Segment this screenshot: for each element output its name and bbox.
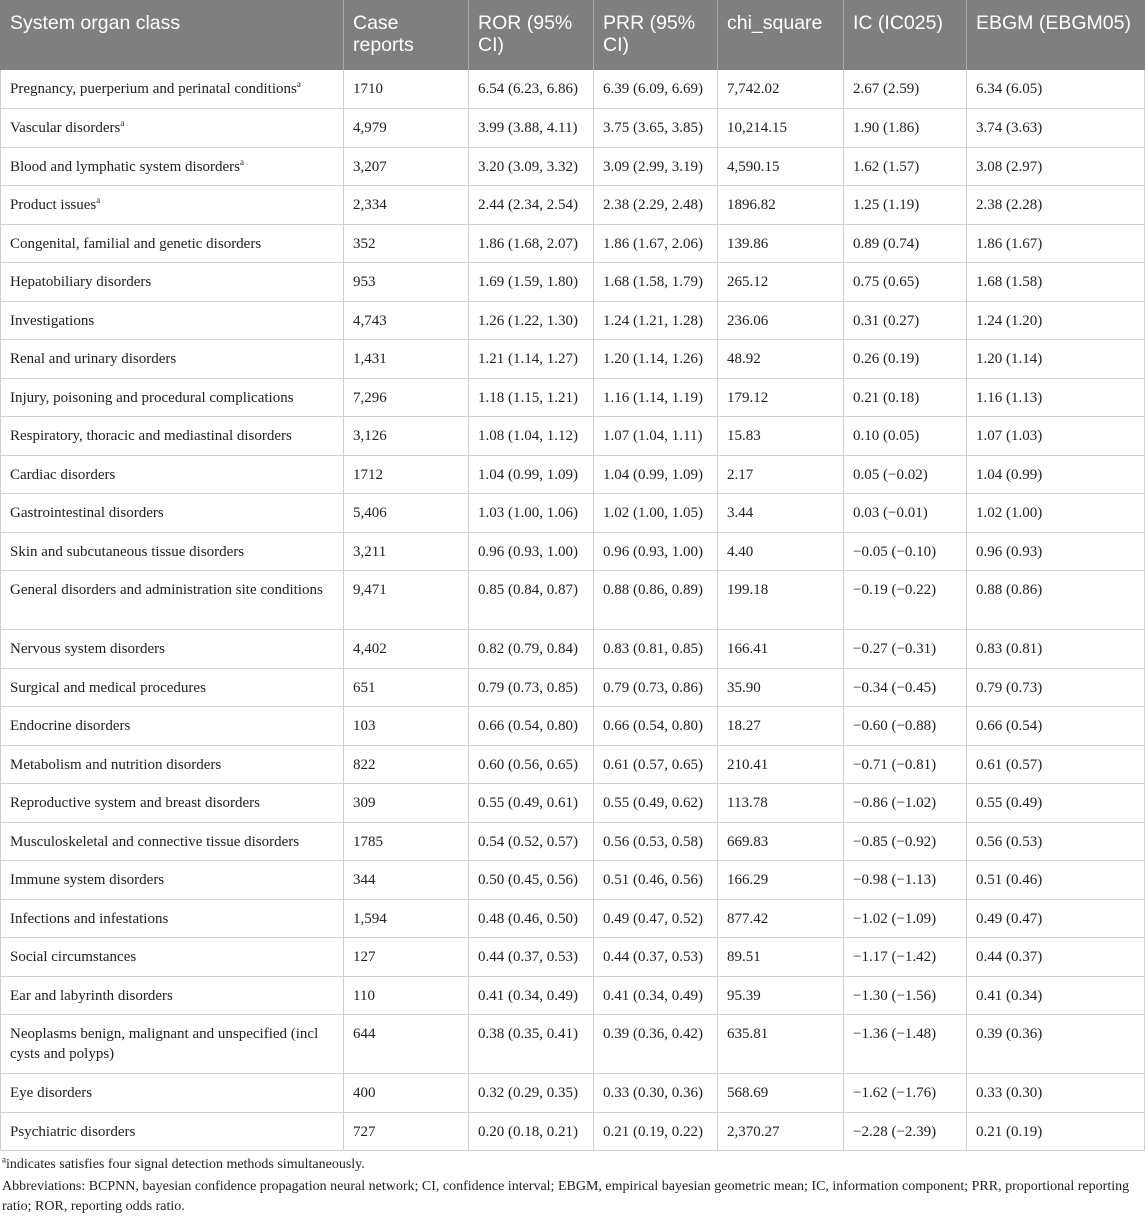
cell-ic: −1.36 (−1.48) xyxy=(844,1015,967,1074)
cell-ic: −1.17 (−1.42) xyxy=(844,938,967,977)
cell-ic: −0.19 (−0.22) xyxy=(844,571,967,630)
cell-ebgm: 0.79 (0.73) xyxy=(967,668,1145,707)
cell-ror: 0.85 (0.84, 0.87) xyxy=(469,571,594,630)
header-ic: IC (IC025) xyxy=(844,0,967,70)
cell-system-organ-class xyxy=(1,186,344,225)
cell-system-organ-class xyxy=(1,109,344,148)
cell-system-organ-class xyxy=(1,340,344,379)
header-prr: PRR (95% CI) xyxy=(594,0,718,70)
cell-prr: 1.20 (1.14, 1.26) xyxy=(594,340,718,379)
table-row xyxy=(1,822,1145,861)
cell-prr: 1.68 (1.58, 1.79) xyxy=(594,263,718,302)
cell-case-reports: 309 xyxy=(344,784,469,823)
soc-label: Cardiac disorders xyxy=(10,466,116,483)
cell-case-reports: 9,471 xyxy=(344,571,469,630)
soc-label: Product issues xyxy=(10,197,97,213)
table-row xyxy=(1,707,1145,746)
cell-ebgm: 0.44 (0.37) xyxy=(967,938,1145,977)
cell-system-organ-class xyxy=(1,822,344,861)
cell-system-organ-class xyxy=(1,455,344,494)
table-row xyxy=(1,109,1145,148)
table-row xyxy=(1,630,1145,669)
cell-system-organ-class xyxy=(1,301,344,340)
cell-ebgm: 1.16 (1.13) xyxy=(967,378,1145,417)
cell-chi-square: 95.39 xyxy=(718,976,844,1015)
cell-ic: −0.85 (−0.92) xyxy=(844,822,967,861)
cell-ic: 0.26 (0.19) xyxy=(844,340,967,379)
cell-system-organ-class xyxy=(1,784,344,823)
cell-prr: 1.07 (1.04, 1.11) xyxy=(594,417,718,456)
cell-ic: 0.10 (0.05) xyxy=(844,417,967,456)
cell-ror: 0.44 (0.37, 0.53) xyxy=(469,938,594,977)
cell-system-organ-class xyxy=(1,571,344,630)
table-body xyxy=(1,70,1145,1151)
cell-prr: 6.39 (6.09, 6.69) xyxy=(594,70,718,109)
abbreviations: Abbreviations: BCPNN, bayesian confidence propagation neural network; CI, confidence interval; EBGM, empirical bayesian geometric mean; IC, information component; PRR, proportional reporting ratio; ROR, reporting odds ratio. xyxy=(2,1179,1130,1214)
cell-system-organ-class xyxy=(1,899,344,938)
cell-ebgm: 0.96 (0.93) xyxy=(967,532,1145,571)
cell-case-reports: 110 xyxy=(344,976,469,1015)
cell-system-organ-class xyxy=(1,1015,344,1074)
cell-ic: 1.62 (1.57) xyxy=(844,147,967,186)
cell-ic: −1.02 (−1.09) xyxy=(844,899,967,938)
cell-ror: 0.41 (0.34, 0.49) xyxy=(469,976,594,1015)
cell-prr: 0.21 (0.19, 0.22) xyxy=(594,1112,718,1151)
cell-system-organ-class xyxy=(1,668,344,707)
cell-case-reports: 3,126 xyxy=(344,417,469,456)
cell-prr: 0.66 (0.54, 0.80) xyxy=(594,707,718,746)
cell-prr: 0.61 (0.57, 0.65) xyxy=(594,745,718,784)
cell-case-reports: 4,402 xyxy=(344,630,469,669)
table-row xyxy=(1,70,1145,109)
cell-chi-square: 10,214.15 xyxy=(718,109,844,148)
cell-chi-square: 2.17 xyxy=(718,455,844,494)
table-row xyxy=(1,1015,1145,1074)
cell-prr: 0.41 (0.34, 0.49) xyxy=(594,976,718,1015)
table-row xyxy=(1,784,1145,823)
cell-system-organ-class xyxy=(1,1074,344,1113)
cell-ic: 0.31 (0.27) xyxy=(844,301,967,340)
cell-prr: 1.86 (1.67, 2.06) xyxy=(594,224,718,263)
table-header xyxy=(1,0,1145,70)
soc-label: Hepatobiliary disorders xyxy=(10,274,152,290)
cell-ebgm: 6.34 (6.05) xyxy=(967,70,1145,109)
cell-prr: 1.02 (1.00, 1.05) xyxy=(594,494,718,533)
cell-system-organ-class xyxy=(1,417,344,456)
soc-label: Immune system disorders xyxy=(10,872,165,888)
cell-ic: −0.86 (−1.02) xyxy=(844,784,967,823)
table-row xyxy=(1,224,1145,263)
footnote-text: indicates satisfies four signal detection methods simultaneously. xyxy=(6,1157,365,1172)
cell-ror: 1.04 (0.99, 1.09) xyxy=(469,455,594,494)
cell-prr: 3.09 (2.99, 3.19) xyxy=(594,147,718,186)
cell-chi-square: 113.78 xyxy=(718,784,844,823)
cell-ror: 0.79 (0.73, 0.85) xyxy=(469,668,594,707)
cell-system-organ-class xyxy=(1,532,344,571)
cell-chi-square: 635.81 xyxy=(718,1015,844,1074)
cell-prr: 0.51 (0.46, 0.56) xyxy=(594,861,718,900)
cell-ror: 0.60 (0.56, 0.65) xyxy=(469,745,594,784)
cell-prr: 2.38 (2.29, 2.48) xyxy=(594,186,718,225)
cell-ebgm: 0.41 (0.34) xyxy=(967,976,1145,1015)
header-ror: ROR (95% CI) xyxy=(469,0,594,70)
cell-ror: 0.32 (0.29, 0.35) xyxy=(469,1074,594,1113)
cell-ror: 0.54 (0.52, 0.57) xyxy=(469,822,594,861)
cell-case-reports: 3,207 xyxy=(344,147,469,186)
cell-system-organ-class xyxy=(1,494,344,533)
soc-label: Reproductive system and breast disorders xyxy=(10,795,260,811)
cell-chi-square: 48.92 xyxy=(718,340,844,379)
cell-case-reports: 344 xyxy=(344,861,469,900)
soc-label: Neoplasms benign, malignant and unspecified (incl cysts and polyps) xyxy=(10,1026,319,1062)
cell-ebgm: 1.02 (1.00) xyxy=(967,494,1145,533)
cell-system-organ-class xyxy=(1,745,344,784)
cell-ror: 1.86 (1.68, 2.07) xyxy=(469,224,594,263)
header-case-reports: Case reports xyxy=(344,0,469,70)
cell-ebgm: 1.68 (1.58) xyxy=(967,263,1145,302)
soc-label: Blood and lymphatic system disorders xyxy=(10,158,240,175)
cell-chi-square: 265.12 xyxy=(718,263,844,302)
table-row xyxy=(1,417,1145,456)
soc-label: Metabolism and nutrition disorders xyxy=(10,756,222,773)
soc-label: Eye disorders xyxy=(10,1085,93,1101)
cell-prr: 1.16 (1.14, 1.19) xyxy=(594,378,718,417)
soc-label: Skin and subcutaneous tissue disorders xyxy=(10,543,245,560)
cell-case-reports: 7,296 xyxy=(344,378,469,417)
cell-chi-square: 139.86 xyxy=(718,224,844,263)
cell-prr: 0.33 (0.30, 0.36) xyxy=(594,1074,718,1113)
cell-prr: 0.79 (0.73, 0.86) xyxy=(594,668,718,707)
cell-ror: 1.08 (1.04, 1.12) xyxy=(469,417,594,456)
cell-system-organ-class xyxy=(1,976,344,1015)
table-row xyxy=(1,532,1145,571)
cell-ror: 0.50 (0.45, 0.56) xyxy=(469,861,594,900)
soc-label: Pregnancy, puerperium and perinatal conditions xyxy=(10,81,297,97)
cell-prr: 1.04 (0.99, 1.09) xyxy=(594,455,718,494)
cell-system-organ-class xyxy=(1,938,344,977)
table-row xyxy=(1,340,1145,379)
cell-case-reports: 822 xyxy=(344,745,469,784)
cell-case-reports: 953 xyxy=(344,263,469,302)
cell-ic: 2.67 (2.59) xyxy=(844,70,967,109)
cell-ebgm: 0.33 (0.30) xyxy=(967,1074,1145,1113)
cell-case-reports: 644 xyxy=(344,1015,469,1074)
cell-ebgm: 1.86 (1.67) xyxy=(967,224,1145,263)
cell-case-reports: 2,334 xyxy=(344,186,469,225)
soc-label: Investigations xyxy=(10,312,95,329)
cell-chi-square: 18.27 xyxy=(718,707,844,746)
cell-ror: 2.44 (2.34, 2.54) xyxy=(469,186,594,225)
signal-flag-marker: a xyxy=(239,156,244,167)
soc-label: Surgical and medical procedures xyxy=(10,679,206,696)
cell-case-reports: 1785 xyxy=(344,822,469,861)
cell-ebgm: 0.49 (0.47) xyxy=(967,899,1145,938)
cell-ebgm: 1.24 (1.20) xyxy=(967,301,1145,340)
cell-prr: 0.96 (0.93, 1.00) xyxy=(594,532,718,571)
cell-ic: −1.30 (−1.56) xyxy=(844,976,967,1015)
table-row xyxy=(1,1112,1145,1151)
soc-label: Endocrine disorders xyxy=(10,718,131,734)
cell-ebgm: 0.56 (0.53) xyxy=(967,822,1145,861)
cell-case-reports: 1712 xyxy=(344,455,469,494)
cell-ror: 0.96 (0.93, 1.00) xyxy=(469,532,594,571)
soc-label: Injury, poisoning and procedural complications xyxy=(10,389,294,406)
cell-ebgm: 1.07 (1.03) xyxy=(967,417,1145,456)
cell-case-reports: 127 xyxy=(344,938,469,977)
cell-ic: 0.89 (0.74) xyxy=(844,224,967,263)
cell-ic: 1.25 (1.19) xyxy=(844,186,967,225)
header-system-organ-class: System organ class xyxy=(1,0,344,70)
soc-label: Vascular disorders xyxy=(10,120,121,136)
table-row xyxy=(1,263,1145,302)
cell-ic: −0.60 (−0.88) xyxy=(844,707,967,746)
cell-prr: 0.44 (0.37, 0.53) xyxy=(594,938,718,977)
cell-system-organ-class xyxy=(1,147,344,186)
cell-case-reports: 651 xyxy=(344,668,469,707)
cell-chi-square: 4,590.15 xyxy=(718,147,844,186)
cell-prr: 1.24 (1.21, 1.28) xyxy=(594,301,718,340)
cell-chi-square: 199.18 xyxy=(718,571,844,630)
header-ebgm: EBGM (EBGM05) xyxy=(967,0,1145,70)
header-chi-square: chi_square xyxy=(718,0,844,70)
cell-ic: 0.05 (−0.02) xyxy=(844,455,967,494)
cell-prr: 0.55 (0.49, 0.62) xyxy=(594,784,718,823)
cell-case-reports: 5,406 xyxy=(344,494,469,533)
cell-ebgm: 0.55 (0.49) xyxy=(967,784,1145,823)
soc-label: Nervous system disorders xyxy=(10,641,165,657)
soc-label: General disorders and administration site conditions xyxy=(10,582,323,598)
cell-case-reports: 3,211 xyxy=(344,532,469,571)
cell-ic: −0.98 (−1.13) xyxy=(844,861,967,900)
cell-prr: 0.49 (0.47, 0.52) xyxy=(594,899,718,938)
cell-system-organ-class xyxy=(1,707,344,746)
table-row xyxy=(1,745,1145,784)
table-row xyxy=(1,455,1145,494)
table-row xyxy=(1,147,1145,186)
cell-ror: 1.03 (1.00, 1.06) xyxy=(469,494,594,533)
cell-chi-square: 4.40 xyxy=(718,532,844,571)
signal-flag-marker: a xyxy=(296,79,301,89)
table-row xyxy=(1,938,1145,977)
table-row xyxy=(1,571,1145,630)
table-row xyxy=(1,301,1145,340)
cell-case-reports: 4,743 xyxy=(344,301,469,340)
cell-ror: 1.18 (1.15, 1.21) xyxy=(469,378,594,417)
cell-ebgm: 1.04 (0.99) xyxy=(967,455,1145,494)
cell-ic: −0.34 (−0.45) xyxy=(844,668,967,707)
soc-label: Congenital, familial and genetic disorders xyxy=(10,235,262,252)
cell-prr: 3.75 (3.65, 3.85) xyxy=(594,109,718,148)
cell-ebgm: 0.21 (0.19) xyxy=(967,1112,1145,1151)
soc-label: Ear and labyrinth disorders xyxy=(10,987,173,1004)
cell-case-reports: 103 xyxy=(344,707,469,746)
cell-prr: 0.88 (0.86, 0.89) xyxy=(594,571,718,630)
cell-ror: 1.69 (1.59, 1.80) xyxy=(469,263,594,302)
signal-flag-marker: a xyxy=(120,118,125,128)
footnote-marker: a xyxy=(2,1154,6,1165)
cell-case-reports: 1,594 xyxy=(344,899,469,938)
cell-ror: 6.54 (6.23, 6.86) xyxy=(469,70,594,109)
cell-chi-square: 568.69 xyxy=(718,1074,844,1113)
cell-system-organ-class xyxy=(1,1112,344,1151)
cell-ic: 0.21 (0.18) xyxy=(844,378,967,417)
cell-ebgm: 0.66 (0.54) xyxy=(967,707,1145,746)
cell-case-reports: 400 xyxy=(344,1074,469,1113)
table-row xyxy=(1,378,1145,417)
table-row xyxy=(1,861,1145,900)
table-notes xyxy=(0,1151,1142,1217)
cell-ror: 3.20 (3.09, 3.32) xyxy=(469,147,594,186)
table-row xyxy=(1,186,1145,225)
cell-ebgm: 0.51 (0.46) xyxy=(967,861,1145,900)
cell-chi-square: 236.06 xyxy=(718,301,844,340)
cell-ebgm: 3.74 (3.63) xyxy=(967,109,1145,148)
cell-ror: 1.21 (1.14, 1.27) xyxy=(469,340,594,379)
cell-ebgm: 1.20 (1.14) xyxy=(967,340,1145,379)
cell-chi-square: 166.29 xyxy=(718,861,844,900)
cell-chi-square: 166.41 xyxy=(718,630,844,669)
cell-case-reports: 352 xyxy=(344,224,469,263)
cell-chi-square: 210.41 xyxy=(718,745,844,784)
cell-case-reports: 1710 xyxy=(344,70,469,109)
cell-chi-square: 3.44 xyxy=(718,494,844,533)
cell-ror: 0.82 (0.79, 0.84) xyxy=(469,630,594,669)
cell-ror: 1.26 (1.22, 1.30) xyxy=(469,301,594,340)
cell-chi-square: 7,742.02 xyxy=(718,70,844,109)
table-row xyxy=(1,1074,1145,1113)
cell-chi-square: 35.90 xyxy=(718,668,844,707)
soc-label: Musculoskeletal and connective tissue disorders xyxy=(10,833,300,850)
cell-ror: 0.38 (0.35, 0.41) xyxy=(469,1015,594,1074)
cell-chi-square: 877.42 xyxy=(718,899,844,938)
cell-ic: −0.05 (−0.10) xyxy=(844,532,967,571)
cell-ror: 0.20 (0.18, 0.21) xyxy=(469,1112,594,1151)
cell-ic: 0.75 (0.65) xyxy=(844,263,967,302)
soc-label: Infections and infestations xyxy=(10,910,169,927)
cell-ror: 0.55 (0.49, 0.61) xyxy=(469,784,594,823)
signal-flag-marker: a xyxy=(96,195,101,205)
cell-ic: −0.27 (−0.31) xyxy=(844,630,967,669)
footnote xyxy=(2,1155,1140,1175)
soc-label: Psychiatric disorders xyxy=(10,1123,136,1140)
table-row xyxy=(1,899,1145,938)
cell-chi-square: 669.83 xyxy=(718,822,844,861)
table-row xyxy=(1,668,1145,707)
cell-ebgm: 0.88 (0.86) xyxy=(967,571,1145,630)
cell-ebgm: 0.39 (0.36) xyxy=(967,1015,1145,1074)
cell-chi-square: 179.12 xyxy=(718,378,844,417)
cell-ebgm: 3.08 (2.97) xyxy=(967,147,1145,186)
cell-chi-square: 15.83 xyxy=(718,417,844,456)
cell-chi-square: 2,370.27 xyxy=(718,1112,844,1151)
cell-ic: −1.62 (−1.76) xyxy=(844,1074,967,1113)
cell-system-organ-class xyxy=(1,378,344,417)
table-row xyxy=(1,976,1145,1015)
cell-ic: −0.71 (−0.81) xyxy=(844,745,967,784)
cell-system-organ-class xyxy=(1,224,344,263)
header-row xyxy=(1,0,1145,70)
cell-ror: 0.66 (0.54, 0.80) xyxy=(469,707,594,746)
cell-ror: 0.48 (0.46, 0.50) xyxy=(469,899,594,938)
cell-ror: 3.99 (3.88, 4.11) xyxy=(469,109,594,148)
cell-case-reports: 4,979 xyxy=(344,109,469,148)
cell-case-reports: 727 xyxy=(344,1112,469,1151)
soc-label: Renal and urinary disorders xyxy=(10,351,177,367)
soc-label: Respiratory, thoracic and mediastinal disorders xyxy=(10,428,292,444)
cell-ebgm: 2.38 (2.28) xyxy=(967,186,1145,225)
cell-prr: 0.39 (0.36, 0.42) xyxy=(594,1015,718,1074)
cell-ic: 1.90 (1.86) xyxy=(844,109,967,148)
cell-system-organ-class xyxy=(1,861,344,900)
table-row xyxy=(1,494,1145,533)
cell-prr: 0.56 (0.53, 0.58) xyxy=(594,822,718,861)
cell-ic: −2.28 (−2.39) xyxy=(844,1112,967,1151)
cell-case-reports: 1,431 xyxy=(344,340,469,379)
cell-ic: 0.03 (−0.01) xyxy=(844,494,967,533)
cell-system-organ-class xyxy=(1,70,344,109)
soc-label: Gastrointestinal disorders xyxy=(10,505,164,521)
cell-prr: 0.83 (0.81, 0.85) xyxy=(594,630,718,669)
cell-chi-square: 1896.82 xyxy=(718,186,844,225)
cell-chi-square: 89.51 xyxy=(718,938,844,977)
cell-system-organ-class xyxy=(1,630,344,669)
soc-label: Social circumstances xyxy=(10,949,137,965)
cell-system-organ-class xyxy=(1,263,344,302)
cell-ebgm: 0.83 (0.81) xyxy=(967,630,1145,669)
cell-ebgm: 0.61 (0.57) xyxy=(967,745,1145,784)
